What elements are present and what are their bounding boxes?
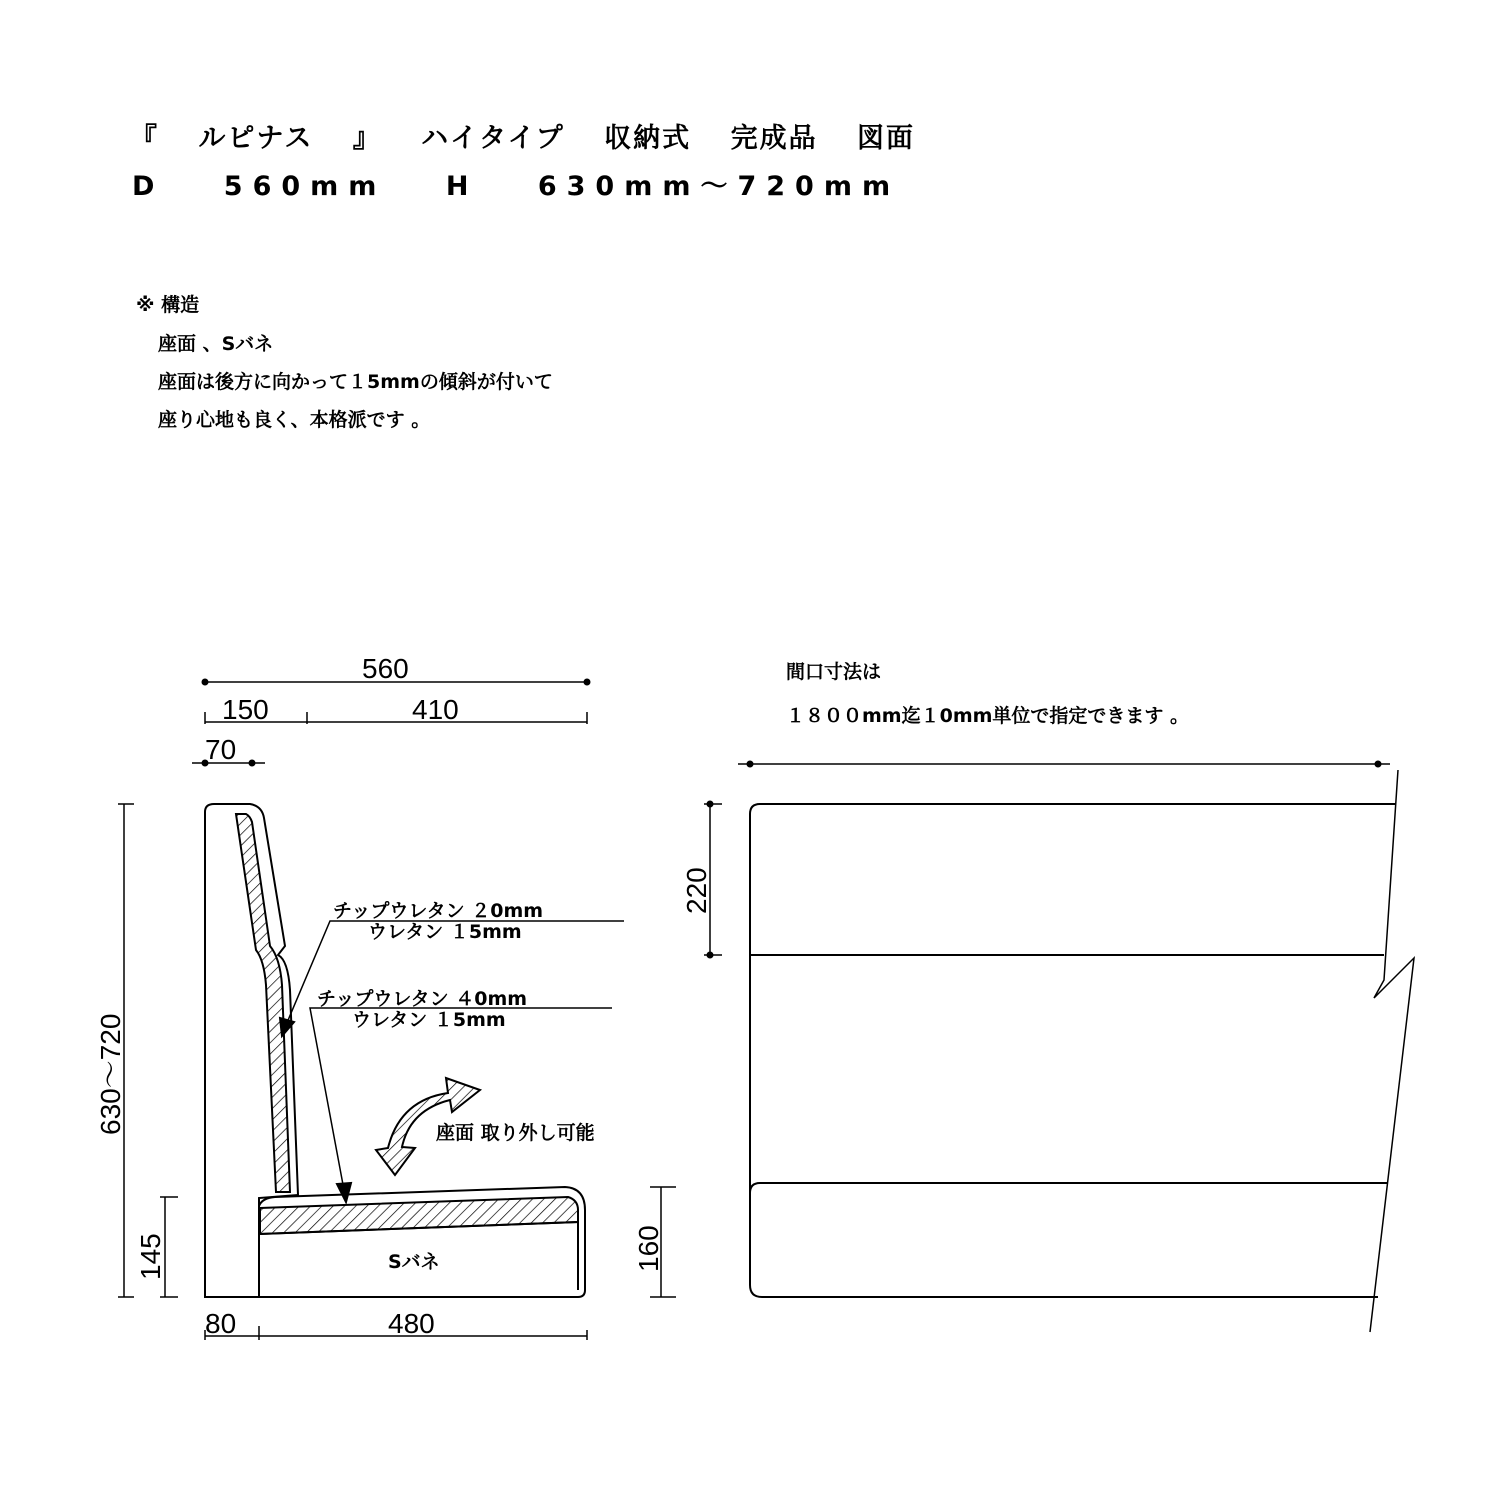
seat-label-2: ウレタン １5mm bbox=[352, 1009, 506, 1031]
dim-base-seat: 480 bbox=[388, 1308, 435, 1339]
structure-heading: ※ 構造 bbox=[136, 294, 200, 316]
frontage-note-1: 間口寸法は bbox=[786, 661, 882, 683]
dim-back-thickness: 70 bbox=[205, 734, 237, 765]
seat-label-1: チップウレタン ４0mm bbox=[317, 988, 528, 1010]
spring-label: Sバネ bbox=[388, 1251, 440, 1273]
size-line: D 560mm H 630mm～720mm bbox=[132, 171, 901, 202]
structure-line-1: 座面 、Sバネ bbox=[158, 333, 274, 355]
dim-back-depth: 150 bbox=[222, 694, 269, 725]
front-back-panel bbox=[750, 804, 1396, 1297]
dim-front-seat-height: 160 bbox=[633, 1225, 664, 1272]
dim-seat-height: 145 bbox=[135, 1233, 166, 1280]
frontage-note-2: １８００mm迄１0mm単位で指定できます 。 bbox=[786, 705, 1190, 727]
structure-line-3: 座り心地も良く、本格派です 。 bbox=[158, 409, 431, 431]
removable-label: 座面 取り外し可能 bbox=[436, 1122, 595, 1144]
drawing-title: 『 ルピナス 』 ハイタイプ 収納式 完成品 図面 bbox=[130, 123, 915, 154]
break-line bbox=[1370, 770, 1414, 1332]
structure-line-2: 座面は後方に向かって１5mmの傾斜が付いて bbox=[158, 371, 553, 393]
dim-base-back: 80 bbox=[205, 1308, 237, 1339]
dim-back-height: 220 bbox=[681, 867, 712, 914]
front-view bbox=[650, 762, 1414, 1333]
back-label-2: ウレタン １5mm bbox=[368, 921, 522, 943]
backrest-cushion bbox=[236, 814, 290, 1192]
dim-height: 630～720 bbox=[95, 1013, 126, 1135]
dim-seat-depth-top: 410 bbox=[412, 694, 459, 725]
dim-total-depth: 560 bbox=[362, 653, 409, 684]
back-label-1: チップウレタン ２0mm bbox=[333, 900, 544, 922]
